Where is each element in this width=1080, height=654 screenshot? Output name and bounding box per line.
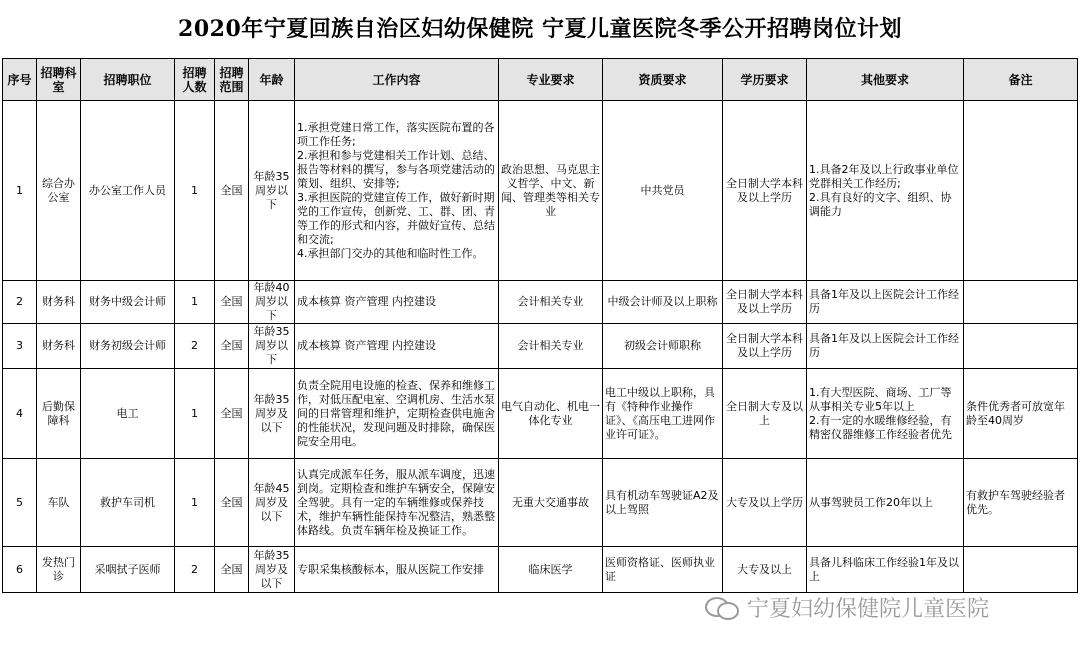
cell-age: 年龄45周岁及以下 — [249, 459, 295, 547]
cell-scope: 全国 — [215, 547, 249, 593]
cell-age: 年龄35周岁及以下 — [249, 547, 295, 593]
header-age: 年龄 — [249, 59, 295, 101]
cell-edu: 全日制大学本科及以上学历 — [723, 101, 807, 281]
cell-dept: 发热门诊 — [37, 547, 81, 593]
cell-remark — [964, 324, 1078, 369]
table-row — [3, 459, 1078, 547]
cell-no: 5 — [3, 459, 37, 547]
header-other: 其他要求 — [807, 59, 964, 101]
cell-scope: 全国 — [215, 101, 249, 281]
cell-other: 从事驾驶员工作20年以上 — [807, 459, 964, 547]
cell-other: 1.有大型医院、商场、工厂等从事相关专业5年以上 2.有一定的水暖维修经验，有精密仪器维修工作经验者优先 — [807, 369, 964, 459]
cell-dept: 财务科 — [37, 324, 81, 369]
cell-qual: 中级会计师及以上职称 — [603, 281, 723, 324]
cell-no: 3 — [3, 324, 37, 369]
cell-major: 政治思想、马克思主义哲学、中文、新闻、管理类等相关专业 — [499, 101, 603, 281]
cell-qual: 中共党员 — [603, 101, 723, 281]
cell-major: 电气自动化、机电一体化专业 — [499, 369, 603, 459]
cell-qual: 医师资格证、医师执业证 — [603, 547, 723, 593]
cell-other: 具备1年及以上医院会计工作经历 — [807, 281, 964, 324]
cell-count: 1 — [175, 101, 215, 281]
cell-no: 4 — [3, 369, 37, 459]
cell-content: 认真完成派车任务，服从派车调度，迅速到岗。定期检查和维护车辆安全，保障安全驾驶。具有一定的车辆维修或保养技术，维护车辆性能保持车况整洁，熟悉整体路线。负责车辆年检及换证工作。 — [295, 459, 499, 547]
cell-age: 年龄35周岁及以下 — [249, 369, 295, 459]
cell-no: 6 — [3, 547, 37, 593]
cell-qual: 初级会计师职称 — [603, 324, 723, 369]
header-qual: 资质要求 — [603, 59, 723, 101]
cell-position: 采咽拭子医师 — [81, 547, 175, 593]
wechat-icon — [705, 595, 739, 619]
cell-no: 1 — [3, 101, 37, 281]
cell-no: 2 — [3, 281, 37, 324]
header-major: 专业要求 — [499, 59, 603, 101]
cell-major: 无重大交通事故 — [499, 459, 603, 547]
recruitment-table — [2, 58, 1078, 593]
header-edu: 学历要求 — [723, 59, 807, 101]
cell-edu: 全日制大专及以上 — [723, 369, 807, 459]
cell-count: 2 — [175, 547, 215, 593]
cell-position: 救护车司机 — [81, 459, 175, 547]
cell-remark — [964, 547, 1078, 593]
cell-major: 会计相关专业 — [499, 281, 603, 324]
cell-other: 具备1年及以上医院会计工作经历 — [807, 324, 964, 369]
cell-position: 财务初级会计师 — [81, 324, 175, 369]
cell-scope: 全国 — [215, 324, 249, 369]
header-remark: 备注 — [964, 59, 1078, 101]
cell-dept: 财务科 — [37, 281, 81, 324]
cell-content: 专职采集核酸标本，服从医院工作安排 — [295, 547, 499, 593]
cell-scope: 全国 — [215, 281, 249, 324]
cell-content: 1.承担党建日常工作，落实医院布置的各项工作任务; 2.承担和参与党建相关工作计划、总结、报告等材料的撰写，参与各项党建活动的策划、组织、安排等; 3.承担医院的党建宣传工作，做好新时期党的工作宣传，创新党、工、群、团、青等工作的形式和内容，并做好宣传、总结和交流; 4.承担部门交办的其他和临时性工作。 — [295, 101, 499, 281]
cell-position: 财务中级会计师 — [81, 281, 175, 324]
cell-remark — [964, 281, 1078, 324]
cell-major: 会计相关专业 — [499, 324, 603, 369]
cell-remark — [964, 101, 1078, 281]
watermark — [705, 592, 989, 622]
cell-scope: 全国 — [215, 369, 249, 459]
cell-age: 年龄35周岁以下 — [249, 324, 295, 369]
cell-content: 成本核算 资产管理 内控建设 — [295, 324, 499, 369]
cell-qual: 具有机动车驾驶证A2及以上驾照 — [603, 459, 723, 547]
cell-age: 年龄40周岁以下 — [249, 281, 295, 324]
header-position: 招聘职位 — [81, 59, 175, 101]
cell-edu: 全日制大学本科及以上学历 — [723, 281, 807, 324]
cell-position: 办公室工作人员 — [81, 101, 175, 281]
page-title: 2020年宁夏回族自治区妇幼保健院 宁夏儿童医院冬季公开招聘岗位计划 — [178, 16, 902, 42]
cell-qual: 电工中级以上职称，具有《特种作业操作证》、《高压电工进网作业许可证》。 — [603, 369, 723, 459]
cell-dept: 车队 — [37, 459, 81, 547]
cell-edu: 大专及以上学历 — [723, 459, 807, 547]
cell-dept: 综合办公室 — [37, 101, 81, 281]
cell-other: 1.具备2年及以上行政事业单位党群相关工作经历; 2.具有良好的文字、组织、协调能力 — [807, 101, 964, 281]
cell-position: 电工 — [81, 369, 175, 459]
cell-dept: 后勤保障科 — [37, 369, 81, 459]
cell-count: 2 — [175, 324, 215, 369]
table-row — [3, 324, 1078, 369]
table-row — [3, 101, 1078, 281]
cell-edu: 全日制大学本科及以上学历 — [723, 324, 807, 369]
header-content: 工作内容 — [295, 59, 499, 101]
cell-count: 1 — [175, 281, 215, 324]
cell-other: 具备儿科临床工作经验1年及以上 — [807, 547, 964, 593]
cell-count: 1 — [175, 369, 215, 459]
watermark-text: 宁夏妇幼保健院儿童医院 — [747, 596, 990, 622]
header-scope: 招聘范围 — [215, 59, 249, 101]
cell-age: 年龄35周岁以下 — [249, 101, 295, 281]
cell-remark: 条件优秀者可放宽年龄至40周岁 — [964, 369, 1078, 459]
table-row — [3, 369, 1078, 459]
cell-content: 成本核算 资产管理 内控建设 — [295, 281, 499, 324]
table-row — [3, 547, 1078, 593]
cell-major: 临床医学 — [499, 547, 603, 593]
header-row — [3, 59, 1078, 101]
cell-scope: 全国 — [215, 459, 249, 547]
cell-count: 1 — [175, 459, 215, 547]
cell-remark: 有救护车驾驶经验者优先。 — [964, 459, 1078, 547]
header-dept: 招聘科室 — [37, 59, 81, 101]
header-no: 序号 — [3, 59, 37, 101]
table-row — [3, 281, 1078, 324]
cell-content: 负责全院用电设施的检查、保养和维修工作，对低压配电室、空调机房、生活水泵间的日常管理和维护，定期检查供电施舍的性能状况，发现问题及时排除，确保医院安全用电。 — [295, 369, 499, 459]
header-count: 招聘人数 — [175, 59, 215, 101]
cell-edu: 大专及以上 — [723, 547, 807, 593]
